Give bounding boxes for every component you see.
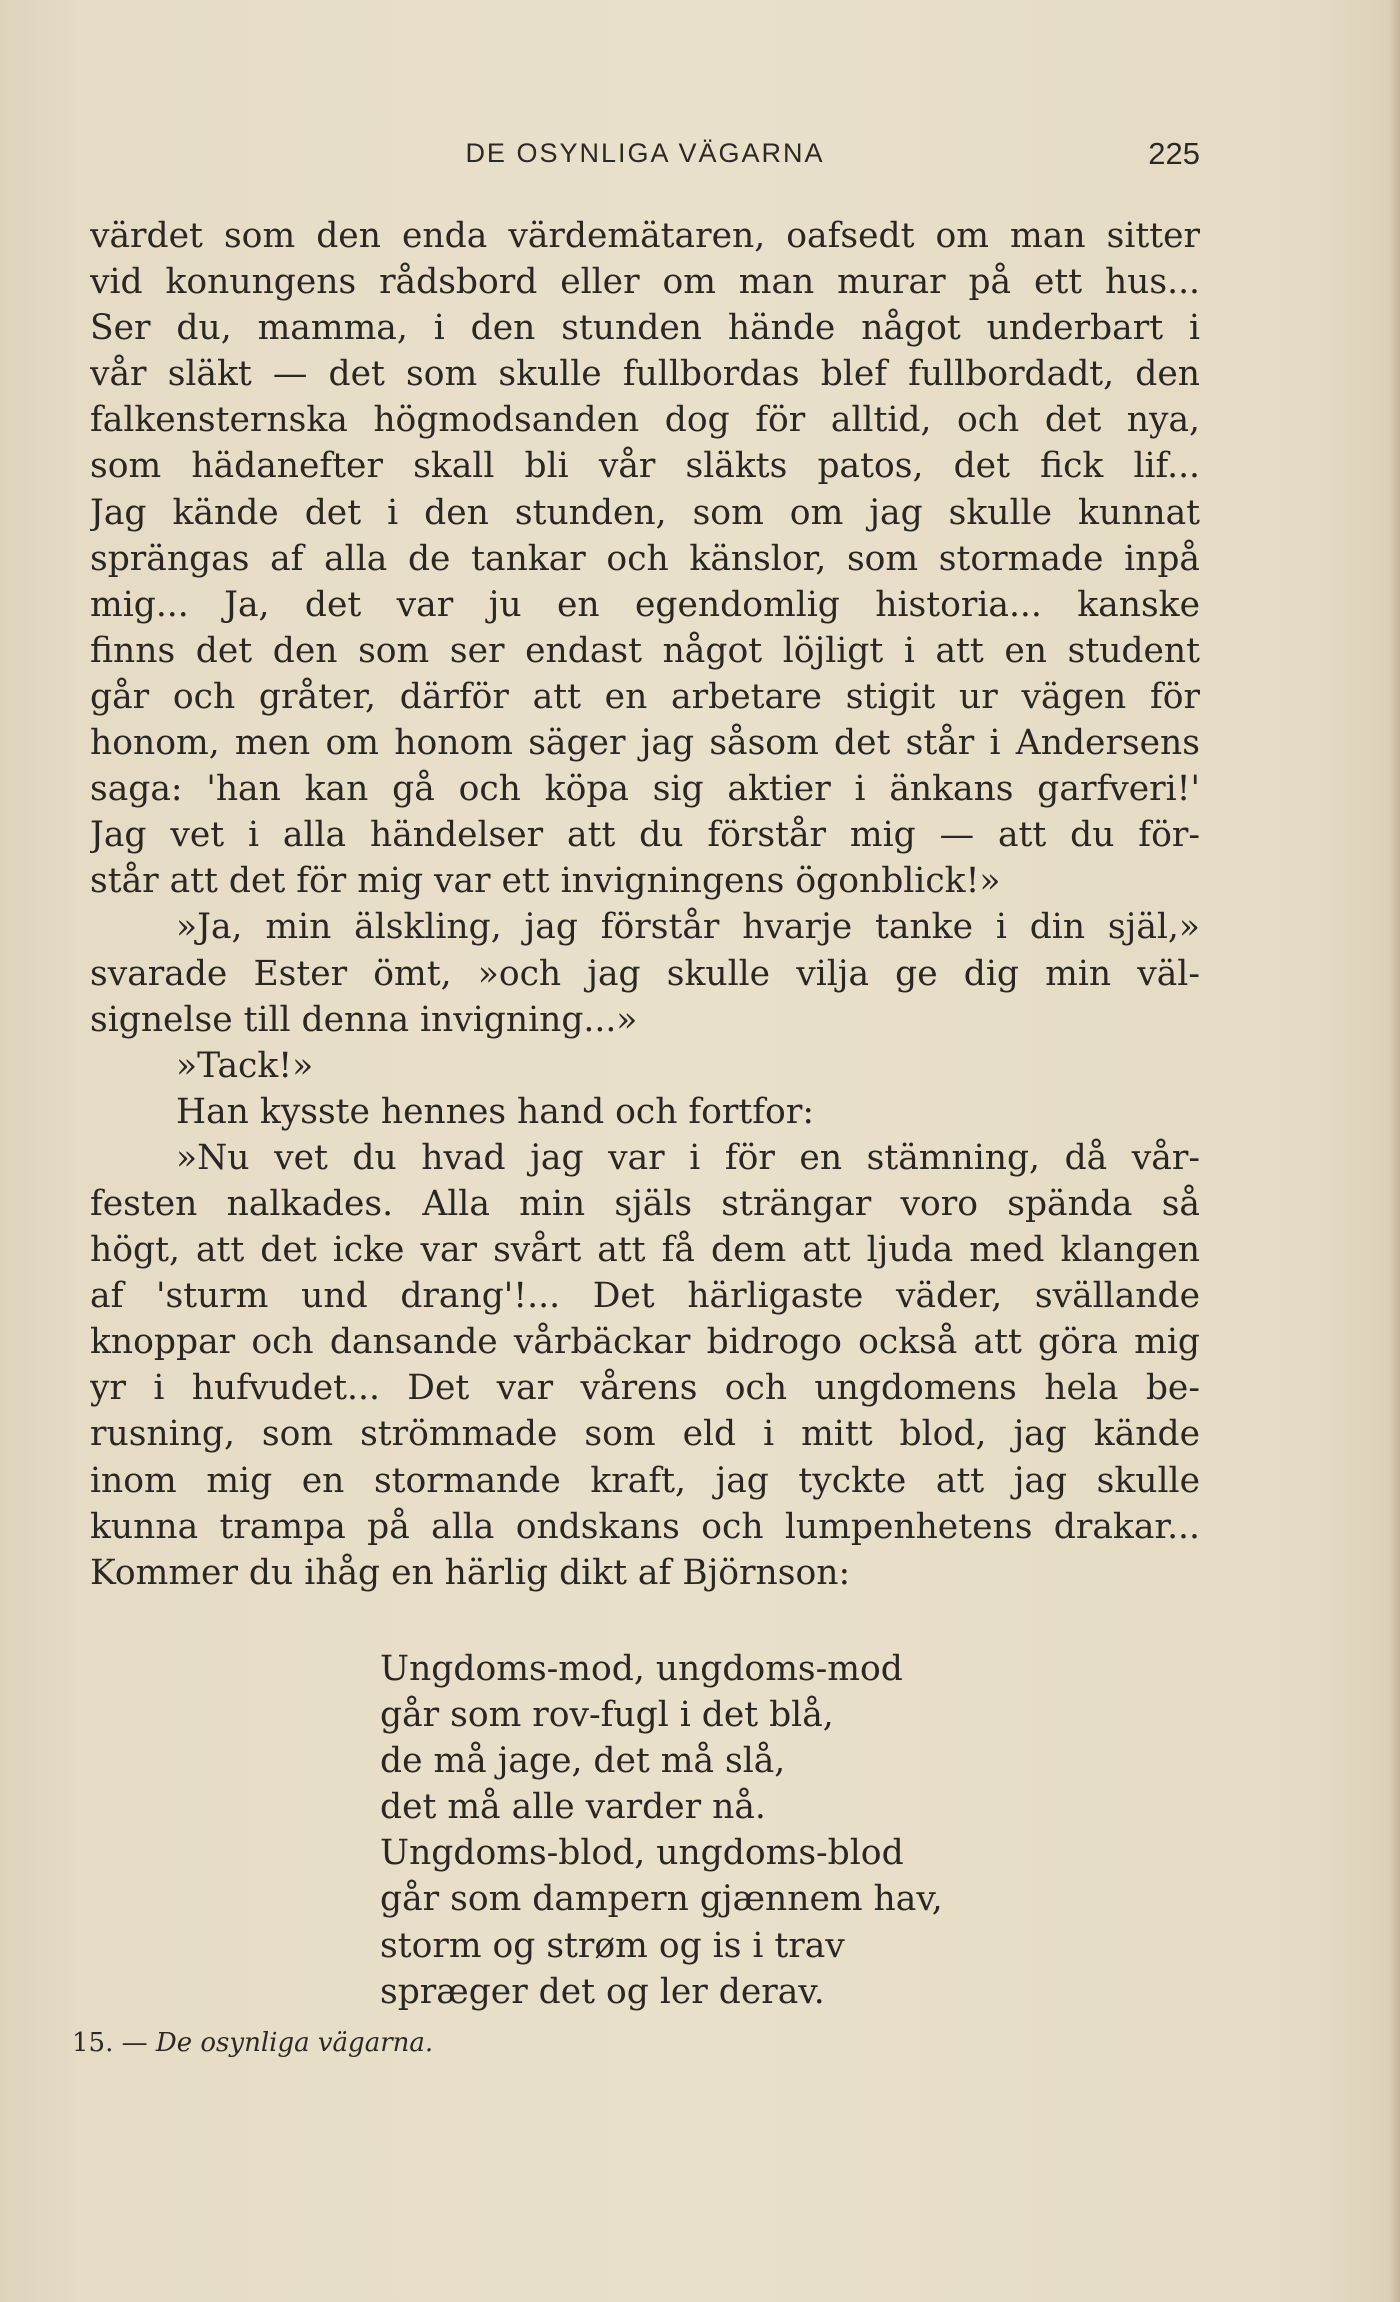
poem-stanza <box>380 1646 1080 2015</box>
text-line: yr i hufvudet... Det var vårens och ungdomens hela be- <box>90 1368 1200 1409</box>
text-line: »Nu vet du hvad jag var i för en stämning, då vår- <box>176 1137 1200 1178</box>
text-line: sprängas af alla de tankar och känslor, som stormade inpå <box>90 538 1200 579</box>
page-number: 225 <box>1148 136 1200 171</box>
text-line: som hädanefter skall bli vår släkts patos, det fick lif... <box>90 446 1200 487</box>
text-line: honom, men om honom säger jag såsom det står i Andersens <box>90 723 1200 764</box>
text-line: kunna trampa på alla ondskans och lumpenhetens drakar... <box>90 1506 1200 1547</box>
text-line: knoppar och dansande vårbäckar bidrogo också att göra mig <box>90 1322 1200 1363</box>
text-line: falkensternska högmodsanden dog för alltid, och det nya, <box>90 400 1200 441</box>
text-line: Jag vet i alla händelser att du förstår mig — att du för- <box>90 815 1200 856</box>
text-line: af 'sturm und drang'!... Det härligaste väder, svällande <box>90 1276 1200 1317</box>
running-title: DE OSYNLIGA VÄGARNA <box>465 138 825 168</box>
text-line: Kommer du ihåg en härlig dikt af Björnson: <box>90 1552 851 1593</box>
text-line: står att det för mig var ett invigningens ögonblick!» <box>90 861 1001 902</box>
body-text <box>90 213 1200 1596</box>
text-line: rusning, som strömmade som eld i mitt blod, jag kände <box>90 1414 1200 1455</box>
page-header <box>90 138 1200 178</box>
poem-line: storm og strøm og is i trav <box>380 1925 845 1966</box>
text-line: »Tack!» <box>176 1045 314 1086</box>
text-line: signelse till denna invigning...» <box>90 999 638 1040</box>
text-line: Han kysste hennes hand och fortfor: <box>176 1091 814 1132</box>
text-line: festen nalkades. Alla min själs strängar voro spända så <box>90 1183 1200 1224</box>
text-line: värdet som den enda värdemätaren, oafsedt om man sitter <box>90 216 1200 256</box>
text-line: vår släkt — det som skulle fullbordas blef fullbordadt, den <box>90 354 1200 395</box>
text-line: högt, att det icke var svårt att få dem att ljuda med klangen <box>90 1230 1200 1271</box>
text-line: Ser du, mamma, i den stunden hände något underbart i <box>90 308 1200 349</box>
poem-line: Ungdoms-mod, ungdoms-mod <box>380 1649 903 1689</box>
poem-line: det må alle varder nå. <box>380 1787 766 1828</box>
text-line: Jag kände det i den stunden, som om jag skulle kunnat <box>90 492 1200 533</box>
text-line: saga: 'han kan gå och köpa sig aktier i änkans garfveri!' <box>90 769 1200 810</box>
text-line: mig... Ja, det var ju en egendomlig historia... kanske <box>90 584 1200 625</box>
signature-number: 15. — <box>72 2028 148 2058</box>
poem-line: spræger det og ler derav. <box>380 1971 825 2012</box>
text-line: finns det den som ser endast något löjligt i att en student <box>90 630 1200 671</box>
poem-line: de må jage, det må slå, <box>380 1741 786 1782</box>
text-line: inom mig en stormande kraft, jag tyckte att jag skulle <box>90 1460 1200 1501</box>
text-line: vid konungens rådsbord eller om man murar på ett hus... <box>90 262 1200 303</box>
text-line: »Ja, min älskling, jag förstår hvarje tanke i din själ,» <box>176 907 1200 948</box>
text-line: svarade Ester ömt, »och jag skulle vilja ge dig min väl- <box>90 953 1200 994</box>
page-edge-shadow <box>1388 0 1400 2302</box>
poem-line: Ungdoms-blod, ungdoms-blod <box>380 1833 904 1874</box>
signature-mark <box>72 2028 433 2058</box>
poem-line: går som dampern gjænnem hav, <box>380 1879 943 1920</box>
text-line: går och gråter, därför att en arbetare stigit ur vägen för <box>90 676 1200 717</box>
poem-line: går som rov-fugl i det blå, <box>380 1695 834 1736</box>
signature-title: De osynliga vägarna. <box>155 2028 434 2058</box>
